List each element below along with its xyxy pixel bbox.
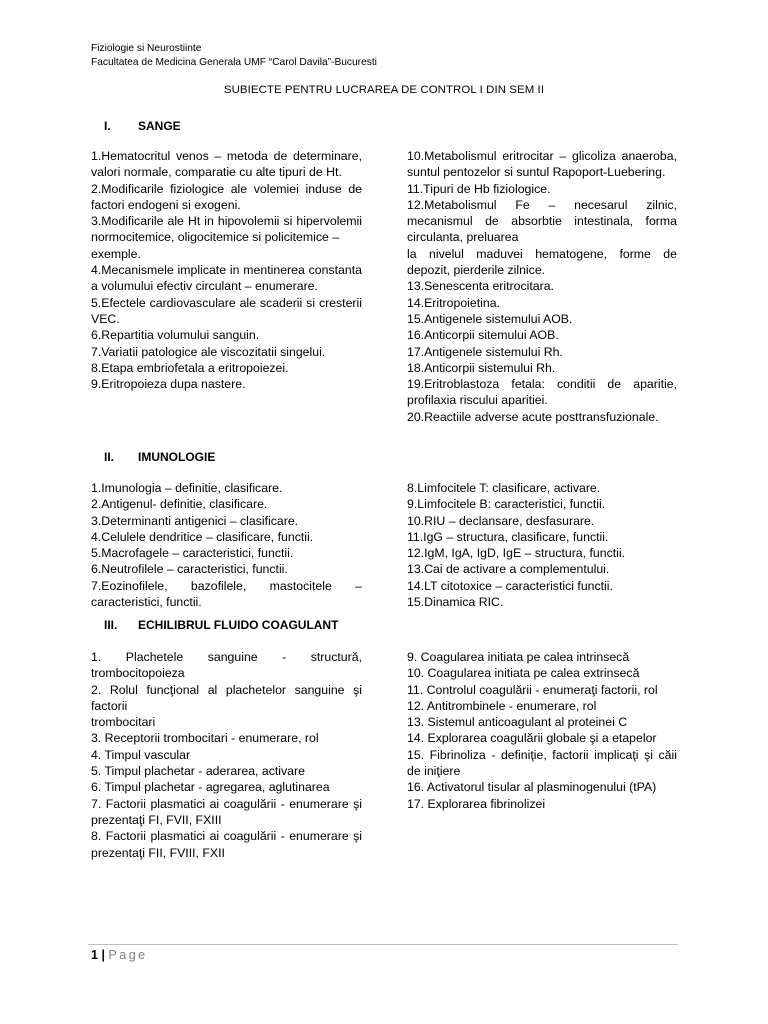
list-item: 18.Anticorpii sistemului Rh. — [407, 360, 556, 375]
section-name: ECHILIBRUL FLUIDO COAGULANT — [138, 618, 339, 632]
list-item: 3.Determinanti antigenici – clasificare. — [91, 513, 299, 528]
list-item: exemple. — [91, 246, 141, 261]
list-item: 15.Antigenele sistemului AOB. — [407, 311, 573, 326]
list-item: 7. Factorii plasmatici ai coagulării - enumerare şi prezentaţi FI, FVII, FXIII — [91, 796, 362, 827]
section-heading-sange — [104, 119, 181, 133]
section-sange-right-column — [407, 148, 677, 425]
page-number: 1 — [91, 948, 98, 962]
list-item: 13. Sistemul anticoagulant al proteinei C — [407, 715, 628, 730]
list-item: 20.Reactiile adverse acute posttransfuzionale. — [407, 409, 659, 424]
list-item: 17. Explorarea fibrinolizei — [407, 796, 546, 811]
list-item: 13.Cai de activare a complementului. — [407, 562, 610, 577]
section-name: IMUNOLOGIE — [138, 450, 216, 464]
header-faculty: Facultatea de Medicina Generala UMF “Carol Davila”-Bucuresti — [91, 57, 377, 68]
list-item: 4.Celulele dendritice – clasificare, functii. — [91, 529, 314, 544]
page-separator: | — [101, 948, 105, 962]
list-item: 14. Explorarea coagulării globale şi a etapelor — [407, 731, 657, 746]
list-item: 14.Eritropoietina. — [407, 295, 500, 310]
list-item: 11.Tipuri de Hb fiziologice. — [407, 181, 551, 196]
list-item: 10.RIU – declansare, desfasurare. — [407, 513, 595, 528]
footer-divider — [88, 944, 678, 945]
list-item: 1.Hematocritul venos – metoda de determinare, valori normale, comparatie cu alte tipuri de Ht. — [91, 149, 362, 180]
page-header — [91, 42, 377, 70]
list-item: 15. Fibrinoliza - definiţie, factorii implicaţi şi căii de iniţiere — [407, 747, 677, 779]
list-item: 6.Neutrofilele – caracteristici, functii. — [91, 562, 288, 577]
header-course: Fiziologie si Neurostiinte — [91, 43, 202, 54]
list-item: 9. Coagularea initiata pe calea intrinsecă — [407, 650, 630, 664]
list-item: 3.Modificarile ale Ht in hipovolemii si hipervolemii normocitemice, oligocitemice si policitemice – — [91, 214, 362, 245]
list-item: 16.Anticorpii sitemului AOB. — [407, 328, 559, 343]
list-item: trombocitari — [91, 715, 156, 730]
list-item: 10. Coagularea initiata pe calea extrinsecă — [407, 666, 640, 681]
list-item: 5.Macrofagele – caracteristici, functii. — [91, 546, 294, 561]
list-item: 11.IgG – structura, clasificare, functii. — [407, 529, 609, 544]
list-item: 15.Dinamica RIC. — [407, 595, 504, 610]
section-number: I. — [104, 119, 111, 133]
list-item: 14.LT citotoxice – caracteristici functii. — [407, 578, 613, 593]
list-item: 16. Activatorul tisular al plasminogenului (tPA) — [407, 780, 657, 795]
section-sange-left-column — [91, 148, 362, 392]
list-item: 13.Senescenta eritrocitara. — [407, 279, 554, 294]
list-item: 1.Imunologia – definitie, clasificare. — [91, 481, 283, 495]
section-imunologie-right-column — [407, 480, 677, 610]
list-item: la nivelul maduvei hematogene, forme de depozit, pierderile zilnice. — [407, 246, 677, 278]
list-item: 9.Limfocitele B: caracteristici, functii. — [407, 497, 606, 512]
list-item: 8.Limfocitele T: clasificare, activare. — [407, 481, 601, 495]
list-item: 8. Factorii plasmatici ai coagulării - enumerare şi prezentaţi FII, FVIII, FXII — [91, 829, 362, 860]
list-item: 5. Timpul plachetar - aderarea, activare — [91, 764, 305, 779]
list-item: 2.Antigenul- definitie, clasificare. — [91, 497, 268, 512]
section-name: SANGE — [138, 119, 181, 133]
list-item: 6. Timpul plachetar - agregarea, aglutinarea — [91, 780, 330, 795]
section-coagulant-right-column — [407, 649, 677, 812]
list-item: 2.Modificarile fiziologice ale volemiei induse de factori endogeni si exogeni. — [91, 181, 362, 212]
list-item: 2. Rolul funcţional al plachetelor sanguine şi factorii — [91, 682, 362, 713]
list-item: 12.Metabolismul Fe – necesarul zilnic, mecanismul de absorbtie intestinala, forma circulanta, preluarea — [407, 197, 677, 245]
list-item: 12.IgM, IgA, IgD, IgE – structura, functii. — [407, 546, 626, 561]
page-label: Page — [108, 948, 148, 962]
list-item: 9.Eritropoieza dupa nastere. — [91, 377, 246, 392]
section-number: III. — [104, 618, 118, 632]
section-imunologie-left-column — [91, 480, 362, 610]
list-item: 1. Plachetele sanguine - structură, trombocitopoieza — [91, 650, 362, 681]
section-heading-imunologie — [104, 450, 215, 464]
section-heading-echilibrul-fluido-coagulant — [104, 618, 338, 632]
list-item: 17.Antigenele sistemului Rh. — [407, 344, 563, 359]
list-item: 19.Eritroblastoza fetala: conditii de aparitie, profilaxia riscului aparitiei. — [407, 377, 677, 408]
list-item: 10.Metabolismul eritrocitar – glicoliza anaeroba, suntul pentozelor si suntul Rapoport-Luebering. — [407, 149, 677, 180]
list-item: 3. Receptorii trombocitari - enumerare, rol — [91, 731, 319, 746]
list-item: 7.Eozinofilele, bazofilele, mastocitele – caracteristici, functii. — [91, 578, 362, 610]
list-item: 4. Timpul vascular — [91, 747, 191, 762]
list-item: 8.Etapa embriofetala a eritropoiezei. — [91, 360, 289, 375]
list-item: 12. Antitrombinele - enumerare, rol — [407, 698, 597, 713]
section-number: II. — [104, 450, 115, 464]
list-item: 4.Mecanismele implicate in mentinerea constanta a volumului efectiv circulant – enumerare. — [91, 263, 362, 294]
list-item: 11. Controlul coagulării - enumeraţi factorii, rol — [407, 682, 658, 697]
list-item: 7.Variatii patologice ale viscozitatii singelui. — [91, 344, 326, 359]
document-title: SUBIECTE PENTRU LUCRAREA DE CONTROL I DIN SEM II — [223, 84, 545, 96]
page-footer — [91, 948, 148, 962]
list-item: 6.Repartitia volumului sanguin. — [91, 328, 260, 343]
section-coagulant-left-column — [91, 649, 362, 861]
list-item: 5.Efectele cardiovasculare ale scaderii si cresterii VEC. — [91, 295, 362, 326]
